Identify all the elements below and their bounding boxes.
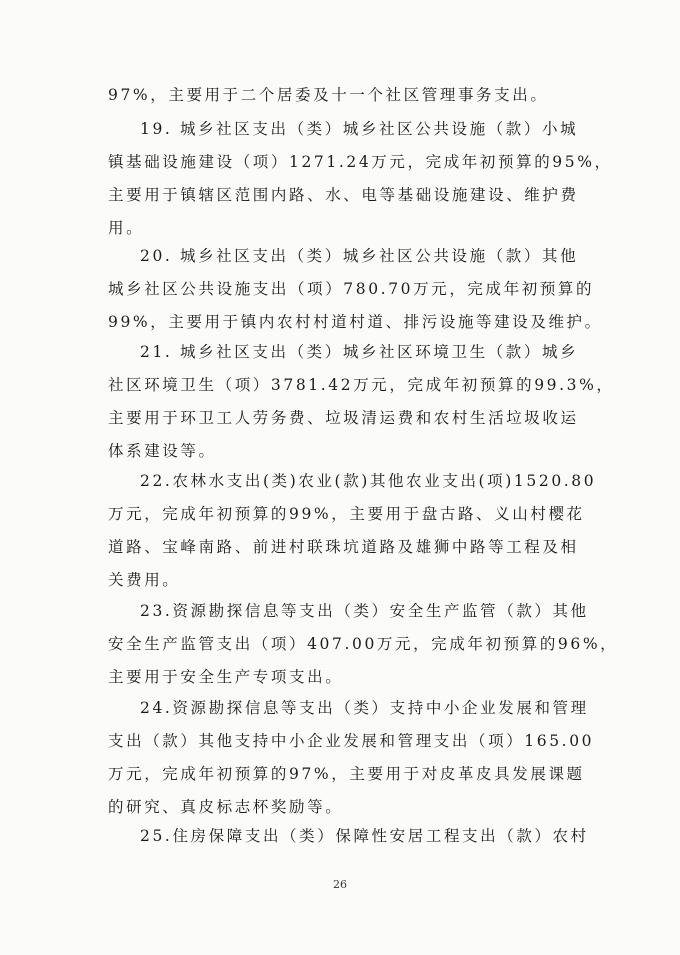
text-line: 城乡社区公共设施支出（项）780.70万元，完成年初预算的 (108, 280, 595, 298)
paragraph-item-20 (108, 240, 603, 339)
paragraph-item-25 (108, 820, 589, 853)
page-number: 26 (333, 878, 347, 891)
text-line: 万元，完成年初预算的99%，主要用于盘古路、义山村樱花 (108, 505, 585, 523)
text-line: 关费用。 (108, 571, 181, 589)
paragraph-item-24 (108, 692, 595, 824)
paragraph-item-21 (108, 336, 615, 468)
text-line: 支出（款）其他支持中小企业发展和管理支出（项）165.00 (108, 732, 595, 750)
text-line: 道路、宝峰南路、前进村联珠坑道路及雄狮中路等工程及相 (108, 538, 579, 556)
text-line: 23.资源勘探信息等支出（类）安全生产监管（款）其他 (140, 602, 589, 620)
text-line: 万元，完成年初预算的97%，主要用于对皮革皮具发展课题 (108, 765, 585, 783)
text-line: 用。 (108, 219, 145, 237)
text-line: 主要用于镇辖区范围内路、水、电等基础设施建设、维护费 (108, 186, 579, 204)
text-line: 社区环境卫生（项）3781.42万元，完成年初预算的99.3%， (108, 376, 615, 394)
paragraph-item-19 (108, 113, 613, 245)
text-line: 的研究、真皮标志杯奖励等。 (108, 798, 344, 816)
paragraph-item-23 (108, 595, 619, 694)
text-line: 99%，主要用于镇内农村村道村道、排污设施等建设及维护。 (108, 313, 603, 331)
text-line: 24.资源勘探信息等支出（类）支持中小企业发展和管理 (140, 699, 589, 717)
text-line: 19. 城乡社区支出（类）城乡社区公共设施（款）小城 (140, 120, 579, 138)
paragraph-item-22 (108, 465, 597, 597)
text-line: 主要用于安全生产专项支出。 (108, 668, 344, 686)
text-line: 主要用于环卫工人劳务费、垃圾清运费和农村生活垃圾收运 (108, 409, 579, 427)
text-line: 22.农林水支出(类)农业(款)其他农业支出(项)1520.80 (140, 472, 597, 490)
text-line: 镇基础设施建设（项）1271.24万元，完成年初预算的95%， (108, 153, 613, 171)
text-line: 安全生产监管支出（项）407.00万元，完成年初预算的96%， (108, 635, 619, 653)
text-line: 体系建设等。 (108, 442, 217, 460)
paragraph-community-affairs-continued (108, 79, 578, 112)
text-line: 21. 城乡社区支出（类）城乡社区环境卫生（款）城乡 (140, 343, 579, 361)
text-line: 25.住房保障支出（类）保障性安居工程支出（款）农村 (140, 827, 589, 845)
text-line: 20. 城乡社区支出（类）城乡社区公共设施（款）其他 (140, 247, 579, 265)
text-line: 97%，主要用于二个居委及十一个社区管理事务支出。 (108, 86, 549, 104)
